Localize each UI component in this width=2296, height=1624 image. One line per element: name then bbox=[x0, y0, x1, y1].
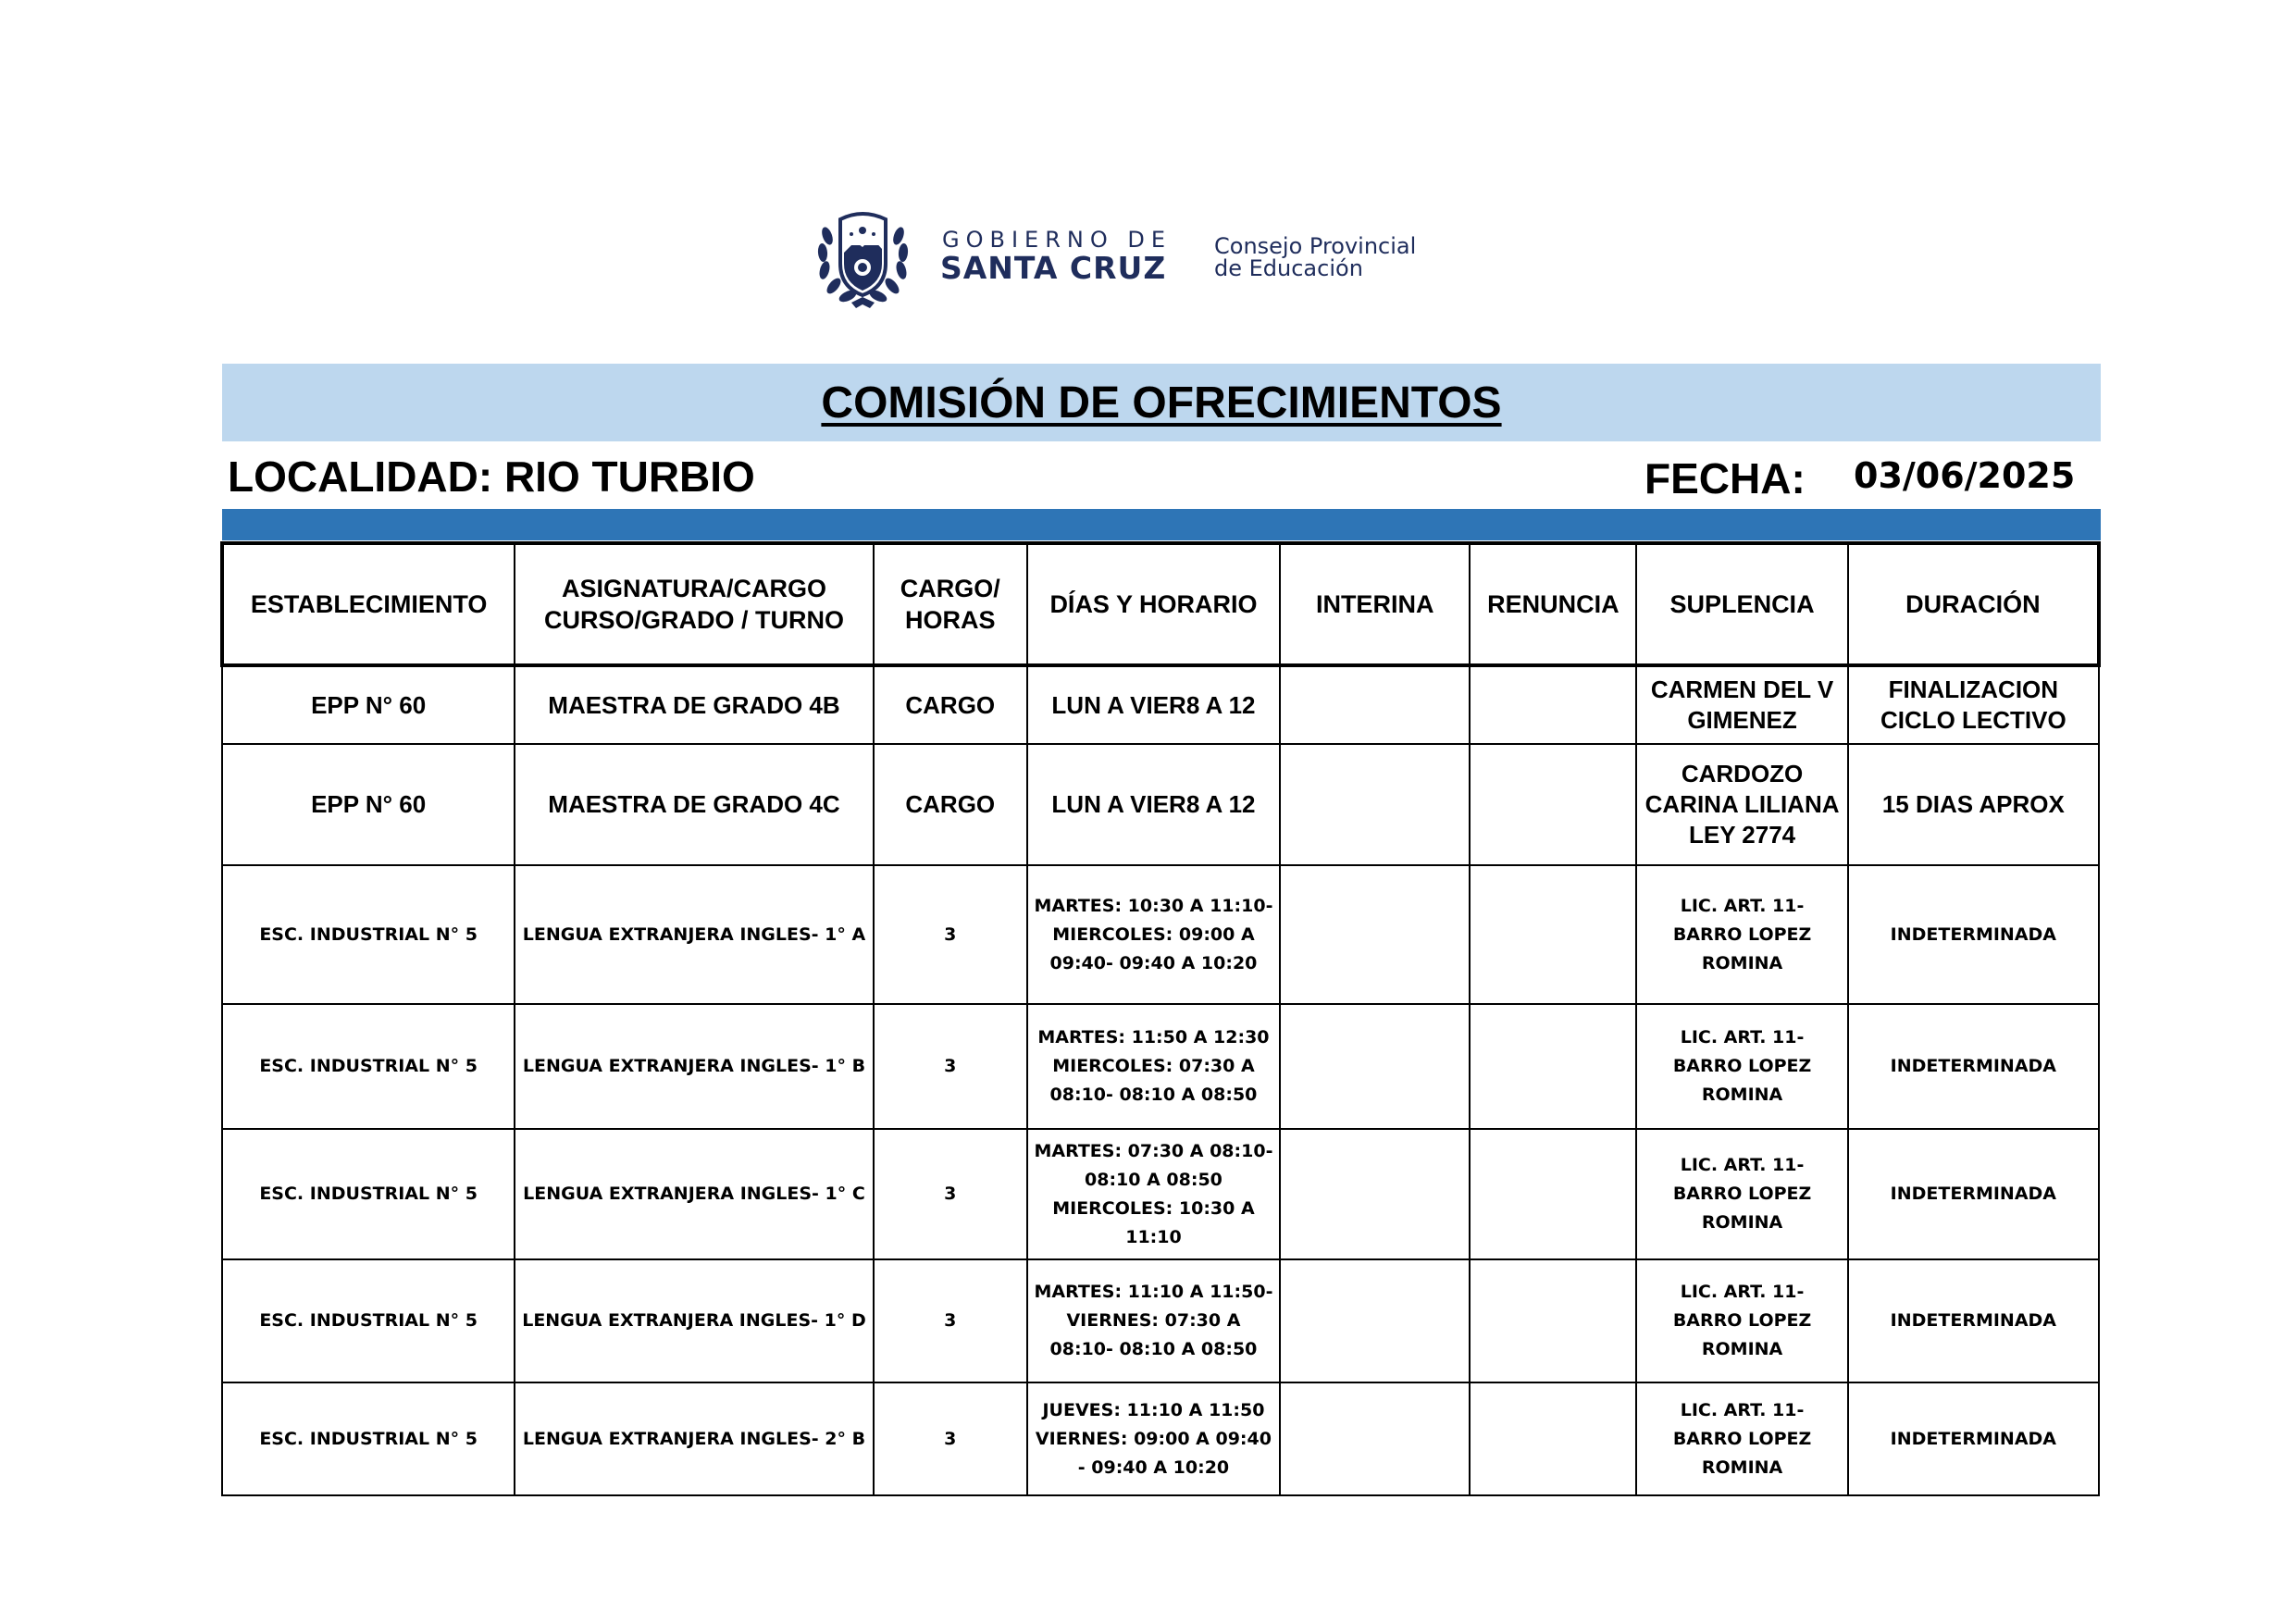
header-dias-horario: DÍAS Y HORARIO bbox=[1027, 543, 1280, 665]
cell-establecimiento: EPP N° 60 bbox=[222, 744, 515, 865]
cell-asignatura: LENGUA EXTRANJERA INGLES- 1° C bbox=[515, 1129, 873, 1259]
cell-renuncia bbox=[1470, 1129, 1636, 1259]
santa-cruz-seal-icon bbox=[814, 199, 912, 310]
cell-establecimiento: EPP N° 60 bbox=[222, 665, 515, 744]
cell-renuncia bbox=[1470, 1259, 1636, 1382]
header-duracion: DURACIÓN bbox=[1848, 543, 2099, 665]
cell-duracion: INDETERMINADA bbox=[1848, 1382, 2099, 1495]
cell-suplencia: LIC. ART. 11- BARRO LOPEZ ROMINA bbox=[1636, 1004, 1847, 1129]
localidad-label: LOCALIDAD: RIO TURBIO bbox=[228, 452, 755, 501]
cell-dias-horario: MARTES: 11:50 A 12:30 MIERCOLES: 07:30 A 08:10- 08:10 A 08:50 bbox=[1027, 1004, 1280, 1129]
cell-interina bbox=[1280, 1382, 1470, 1495]
cell-cargo-horas: 3 bbox=[874, 865, 1027, 1004]
cell-cargo-horas: 3 bbox=[874, 1259, 1027, 1382]
cell-interina bbox=[1280, 1004, 1470, 1129]
cell-cargo-horas: 3 bbox=[874, 1382, 1027, 1495]
header-cargo-horas: CARGO/ HORAS bbox=[874, 543, 1027, 665]
cell-interina bbox=[1280, 665, 1470, 744]
cell-asignatura: MAESTRA DE GRADO 4C bbox=[515, 744, 873, 865]
cell-interina bbox=[1280, 744, 1470, 865]
cell-duracion: INDETERMINADA bbox=[1848, 1259, 2099, 1382]
cell-renuncia bbox=[1470, 1382, 1636, 1495]
cell-dias-horario: LUN A VIER8 A 12 bbox=[1027, 665, 1280, 744]
cell-interina bbox=[1280, 1259, 1470, 1382]
header-logo bbox=[814, 199, 1462, 315]
cell-establecimiento: ESC. INDUSTRIAL N° 5 bbox=[222, 1259, 515, 1382]
cell-dias-horario: MARTES: 11:10 A 11:50- VIERNES: 07:30 A 08:10- 08:10 A 08:50 bbox=[1027, 1259, 1280, 1382]
header-establecimiento: ESTABLECIMIENTO bbox=[222, 543, 515, 665]
gov-line1: GOBIERNO DE bbox=[942, 227, 1172, 253]
cell-cargo-horas: CARGO bbox=[874, 665, 1027, 744]
cell-duracion: FINALIZACION CICLO LECTIVO bbox=[1848, 665, 2099, 744]
cell-dias-horario: JUEVES: 11:10 A 11:50 VIERNES: 09:00 A 09:40 - 09:40 A 10:20 bbox=[1027, 1382, 1280, 1495]
table-row bbox=[222, 1259, 2099, 1382]
fecha-value: 03/06/2025 bbox=[1854, 455, 2076, 496]
table-row bbox=[222, 1004, 2099, 1129]
table-row bbox=[222, 1382, 2099, 1495]
table-row bbox=[222, 744, 2099, 865]
page-title: COMISIÓN DE OFRECIMIENTOS bbox=[821, 378, 1502, 428]
cell-establecimiento: ESC. INDUSTRIAL N° 5 bbox=[222, 1004, 515, 1129]
cell-dias-horario: MARTES: 10:30 A 11:10- MIERCOLES: 09:00 A 09:40- 09:40 A 10:20 bbox=[1027, 865, 1280, 1004]
cell-interina bbox=[1280, 1129, 1470, 1259]
table-header-row bbox=[222, 543, 2099, 665]
fecha-label: FECHA: bbox=[1644, 454, 1806, 502]
cell-asignatura: LENGUA EXTRANJERA INGLES- 1° A bbox=[515, 865, 873, 1004]
title-band bbox=[222, 364, 2101, 441]
cell-duracion: INDETERMINADA bbox=[1848, 1129, 2099, 1259]
cell-suplencia: CARMEN DEL V GIMENEZ bbox=[1636, 665, 1847, 744]
offers-table bbox=[220, 541, 2101, 1496]
table-row bbox=[222, 665, 2099, 744]
header-interina: INTERINA bbox=[1280, 543, 1470, 665]
cell-asignatura: LENGUA EXTRANJERA INGLES- 1° B bbox=[515, 1004, 873, 1129]
consejo-line2: de Educación bbox=[1214, 255, 1363, 281]
cell-suplencia: LIC. ART. 11- BARRO LOPEZ ROMINA bbox=[1636, 1259, 1847, 1382]
cell-cargo-horas: 3 bbox=[874, 1129, 1027, 1259]
header-suplencia: SUPLENCIA bbox=[1636, 543, 1847, 665]
cell-renuncia bbox=[1470, 665, 1636, 744]
table-row bbox=[222, 865, 2099, 1004]
header-renuncia: RENUNCIA bbox=[1470, 543, 1636, 665]
cell-dias-horario: LUN A VIER8 A 12 bbox=[1027, 744, 1280, 865]
cell-interina bbox=[1280, 865, 1470, 1004]
cell-asignatura: MAESTRA DE GRADO 4B bbox=[515, 665, 873, 744]
consejo-line1: Consejo Provincial bbox=[1214, 233, 1417, 259]
cell-asignatura: LENGUA EXTRANJERA INGLES- 2° B bbox=[515, 1382, 873, 1495]
cell-cargo-horas: CARGO bbox=[874, 744, 1027, 865]
header-asignatura: ASIGNATURA/CARGO CURSO/GRADO / TURNO bbox=[515, 543, 873, 665]
cell-establecimiento: ESC. INDUSTRIAL N° 5 bbox=[222, 1382, 515, 1495]
cell-asignatura: LENGUA EXTRANJERA INGLES- 1° D bbox=[515, 1259, 873, 1382]
cell-suplencia: LIC. ART. 11- BARRO LOPEZ ROMINA bbox=[1636, 865, 1847, 1004]
blue-divider-bar bbox=[222, 509, 2101, 540]
gov-line2: SANTA CRUZ bbox=[940, 250, 1167, 286]
cell-duracion: INDETERMINADA bbox=[1848, 865, 2099, 1004]
cell-renuncia bbox=[1470, 1004, 1636, 1129]
cell-duracion: 15 DIAS APROX bbox=[1848, 744, 2099, 865]
cell-establecimiento: ESC. INDUSTRIAL N° 5 bbox=[222, 865, 515, 1004]
cell-suplencia: LIC. ART. 11- BARRO LOPEZ ROMINA bbox=[1636, 1129, 1847, 1259]
cell-cargo-horas: 3 bbox=[874, 1004, 1027, 1129]
cell-duracion: INDETERMINADA bbox=[1848, 1004, 2099, 1129]
cell-suplencia: LIC. ART. 11- BARRO LOPEZ ROMINA bbox=[1636, 1382, 1847, 1495]
cell-establecimiento: ESC. INDUSTRIAL N° 5 bbox=[222, 1129, 515, 1259]
table-row bbox=[222, 1129, 2099, 1259]
cell-dias-horario: MARTES: 07:30 A 08:10- 08:10 A 08:50 MIERCOLES: 10:30 A 11:10 bbox=[1027, 1129, 1280, 1259]
cell-renuncia bbox=[1470, 744, 1636, 865]
cell-suplencia: CARDOZO CARINA LILIANA LEY 2774 bbox=[1636, 744, 1847, 865]
cell-renuncia bbox=[1470, 865, 1636, 1004]
